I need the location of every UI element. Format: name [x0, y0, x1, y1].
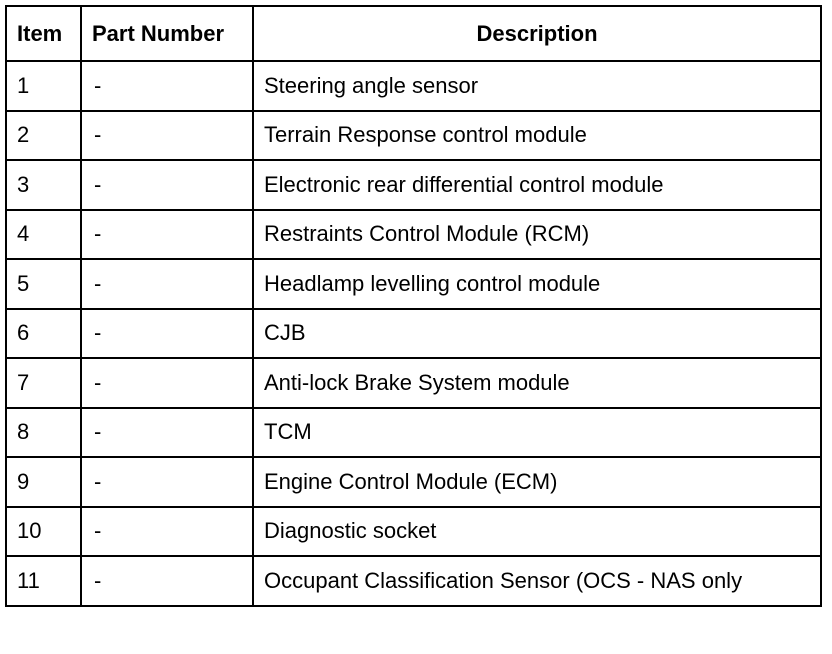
cell-item: 8 [6, 408, 81, 458]
cell-part-number: - [81, 210, 253, 260]
cell-part-number: - [81, 457, 253, 507]
cell-item: 11 [6, 556, 81, 606]
cell-description: Headlamp levelling control module [253, 259, 821, 309]
table-row [6, 111, 821, 161]
table-row [6, 61, 821, 111]
table-row [6, 160, 821, 210]
cell-item: 3 [6, 160, 81, 210]
cell-item: 5 [6, 259, 81, 309]
table-row [6, 210, 821, 260]
table-row [6, 408, 821, 458]
cell-description: Engine Control Module (ECM) [253, 457, 821, 507]
cell-part-number: - [81, 111, 253, 161]
table-row [6, 259, 821, 309]
cell-item: 2 [6, 111, 81, 161]
cell-description: Anti-lock Brake System module [253, 358, 821, 408]
header-part-number: Part Number [81, 6, 253, 61]
table-row [6, 507, 821, 557]
cell-description: Terrain Response control module [253, 111, 821, 161]
cell-part-number: - [81, 160, 253, 210]
header-item: Item [6, 6, 81, 61]
header-description: Description [253, 6, 821, 61]
table-row [6, 457, 821, 507]
cell-part-number: - [81, 507, 253, 557]
cell-description: Diagnostic socket [253, 507, 821, 557]
table-row [6, 309, 821, 359]
table-row [6, 358, 821, 408]
cell-item: 4 [6, 210, 81, 260]
cell-description: CJB [253, 309, 821, 359]
cell-description: Electronic rear differential control module [253, 160, 821, 210]
cell-part-number: - [81, 408, 253, 458]
cell-part-number: - [81, 259, 253, 309]
cell-item: 6 [6, 309, 81, 359]
cell-description: TCM [253, 408, 821, 458]
cell-part-number: - [81, 556, 253, 606]
cell-description: Steering angle sensor [253, 61, 821, 111]
table-row [6, 556, 821, 606]
cell-part-number: - [81, 358, 253, 408]
cell-part-number: - [81, 61, 253, 111]
cell-item: 10 [6, 507, 81, 557]
table-header-row [6, 6, 821, 61]
cell-description: Occupant Classification Sensor (OCS - NAS only [253, 556, 821, 606]
cell-description: Restraints Control Module (RCM) [253, 210, 821, 260]
cell-item: 7 [6, 358, 81, 408]
cell-item: 9 [6, 457, 81, 507]
cell-item: 1 [6, 61, 81, 111]
cell-part-number: - [81, 309, 253, 359]
parts-table [5, 5, 822, 607]
